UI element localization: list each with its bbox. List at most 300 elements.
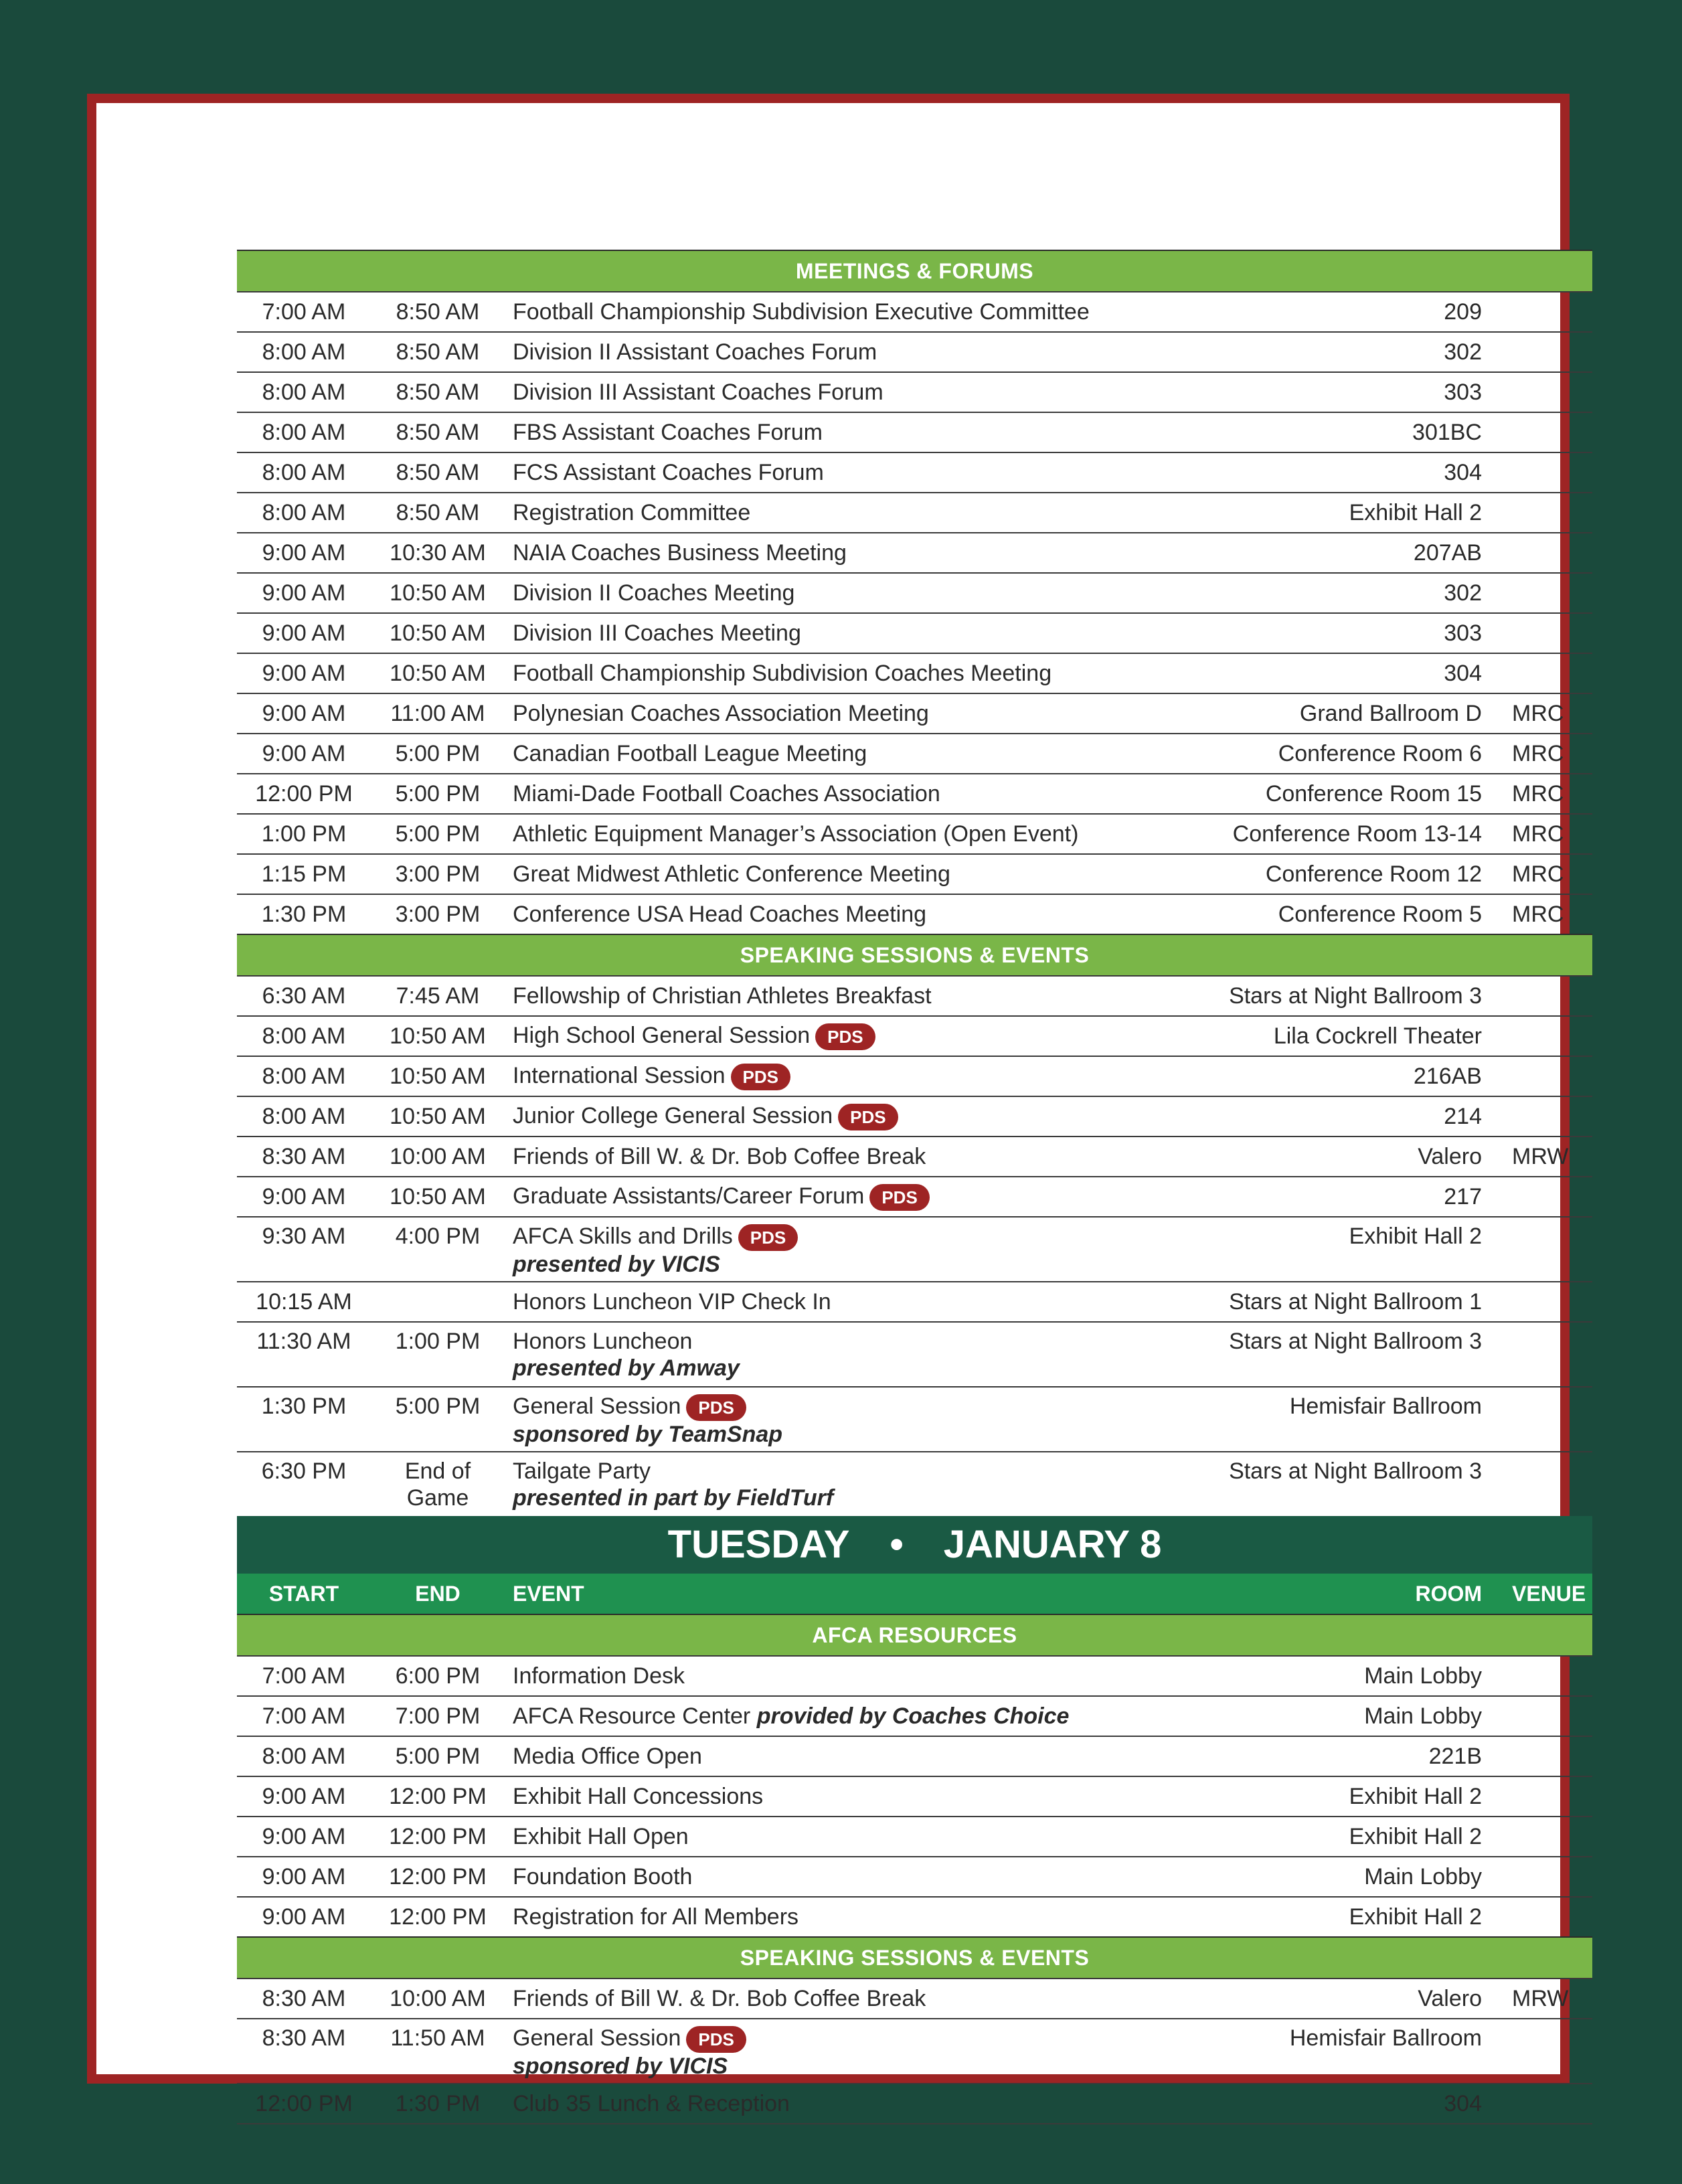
start-time: 9:00 AM [262,1864,346,1889]
end-time [371,379,505,406]
table-bottom-rule [237,2123,1592,2124]
event-cell [505,1985,1151,2012]
table-row [237,331,1592,371]
room: 301BC [1412,420,1482,445]
start-time: 9:00 AM [262,1784,346,1809]
table-row [237,572,1592,612]
event-cell [505,2090,1151,2117]
start-time: 9:00 AM [262,741,346,766]
event-name: International Session [513,1062,726,1088]
room: Hemisfair Ballroom [1289,2025,1482,2051]
event-sponsor: presented by VICIS [513,1252,720,1278]
end-time-text: 10:50 AM [390,580,486,606]
schedule-table [237,250,1592,2124]
end-time [371,539,505,566]
event-cell [505,339,1151,365]
start-time: 7:00 AM [262,1703,346,1729]
room: Main Lobby [1364,1663,1482,1689]
room: 214 [1444,1104,1482,1129]
event-cell [505,379,1151,406]
event-name: Graduate Assistants/Career Forum [513,1183,865,1209]
event-sponsor: sponsored by VICIS [513,2053,728,2080]
table-row [237,1655,1592,1695]
end-time-text: 5:00 PM [395,781,481,807]
table-row [237,1816,1592,1856]
end-time-text: 11:00 AM [390,701,485,726]
end-time-text: 3:00 PM [395,902,481,927]
event-name: Polynesian Coaches Association Meeting [513,701,929,726]
room: 302 [1444,339,1482,365]
end-time-text: 3:00 PM [395,861,481,887]
end-time-text: 7:45 AM [396,983,480,1009]
table-row [237,1776,1592,1816]
event-name: Junior College General Session [513,1102,833,1128]
room: 304 [1444,661,1482,686]
room: 216AB [1413,1064,1482,1089]
end-time-text: 8:50 AM [396,460,480,485]
room: 303 [1444,380,1482,405]
event-name: Registration for All Members [513,1904,799,1930]
end-time-text: 10:50 AM [390,1064,486,1089]
room: Valero [1418,1144,1482,1169]
end-time-text: 5:00 PM [395,1744,481,1769]
event-name: Friends of Bill W. & Dr. Bob Coffee Break [513,1986,926,2011]
pds-badge: PDS [686,2026,746,2053]
event-cell [505,299,1151,325]
start-time: 1:00 PM [261,821,347,847]
room: 303 [1444,620,1482,646]
start-time: 9:00 AM [262,1184,346,1209]
event-cell [505,580,1151,606]
header-end: END [415,1581,460,1606]
end-time [371,299,505,325]
start-time: 6:30 PM [261,1458,347,1484]
event-sponsor: presented in part by FieldTurf [513,1485,834,1511]
end-time-text: 10:00 AM [390,1144,486,1169]
event-cell [505,700,1151,727]
start-time: 9:00 AM [262,1824,346,1849]
table-row [237,1216,1592,1281]
table-row [237,1176,1592,1216]
end-time [371,620,505,647]
end-time-text: 10:50 AM [390,1184,486,1209]
header-event: EVENT [513,1581,584,1606]
start-time: 9:00 AM [262,661,346,686]
start-time: 9:00 AM [262,620,346,646]
end-time [371,1223,505,1250]
header-venue: VENUE [1512,1581,1586,1606]
room: Conference Room 6 [1278,741,1482,766]
event-sponsor: presented by Amway [513,1355,740,1381]
event-cell [505,620,1151,647]
end-time [371,1985,505,2012]
venue: MRC [1512,861,1564,887]
resources-rows [237,1655,1592,1936]
venue: MRC [1512,902,1564,927]
room: 221B [1428,1744,1482,1769]
table-row [237,773,1592,813]
end-time-text: 10:50 AM [390,620,486,646]
start-time: 8:30 AM [262,2025,346,2051]
event-name: Registration Committee [513,500,751,525]
speaking-rows-2 [237,1978,1592,2123]
end-time-text: 12:00 PM [389,1904,487,1930]
end-time-text: 5:00 PM [395,1394,481,1419]
end-time-text: 1:30 PM [395,2091,481,2116]
end-time [371,499,505,526]
room: Stars at Night Ballroom 1 [1229,1289,1482,1315]
column-header-row [237,1574,1592,1614]
room: Conference Room 13-14 [1232,821,1482,847]
start-time: 1:15 PM [261,861,347,887]
end-time [371,1863,505,1890]
event-name: Athletic Equipment Manager’s Association (Open Event) [513,821,1079,847]
room: Valero [1418,1986,1482,2011]
end-time [371,2090,505,2117]
end-time-text: 8:50 AM [396,500,480,525]
end-time-text: 7:00 PM [395,1703,481,1729]
start-time: 9:00 AM [262,580,346,606]
end-time [371,1783,505,1810]
room: 209 [1444,299,1482,325]
start-time: 8:00 AM [262,1104,346,1129]
end-time [371,1823,505,1850]
event-name: Honors Luncheon VIP Check In [513,1289,831,1315]
start-time: 8:00 AM [262,500,346,525]
room: Conference Room 15 [1265,781,1482,807]
start-time: 9:30 AM [262,1224,346,1249]
venue: MRC [1512,781,1564,807]
event-name: Great Midwest Athletic Conference Meeting [513,861,950,887]
event-cell [505,983,1151,1009]
venue: MRC [1512,821,1564,847]
table-row [237,1321,1592,1386]
event-cell [505,1743,1151,1770]
start-time: 8:00 AM [262,380,346,405]
start-time: 9:00 AM [262,1904,346,1930]
end-time [371,1393,505,1420]
event-name: Division II Coaches Meeting [513,580,795,606]
table-row [237,1281,1592,1321]
event-cell [505,1904,1151,1930]
event-cell [505,499,1151,526]
event-name: FBS Assistant Coaches Forum [513,420,823,445]
end-time-text: 12:00 PM [389,1864,487,1889]
end-time-text: 12:00 PM [389,1824,487,1849]
end-time [371,861,505,888]
table-row [237,813,1592,853]
end-time [371,1143,505,1170]
start-time: 10:15 AM [256,1289,352,1315]
event-name: Division III Coaches Meeting [513,620,801,646]
end-time [371,740,505,767]
end-time-text: End of [404,1458,471,1484]
room: Exhibit Hall 2 [1349,1224,1482,1249]
event-name: Conference USA Head Coaches Meeting [513,902,927,927]
table-row [237,492,1592,532]
start-time: 8:30 AM [262,1144,346,1169]
event-cell [505,419,1151,446]
start-time: 1:30 PM [261,902,347,927]
section-meetings-forums: MEETINGS & FORUMS [237,250,1592,291]
end-time [371,1458,505,1511]
end-time [371,459,505,486]
room: Exhibit Hall 2 [1349,1824,1482,1849]
day-date: JANUARY 8 [943,1523,1162,1566]
room: Main Lobby [1364,1864,1482,1889]
end-time-text: 10:50 AM [390,1023,486,1049]
end-time-text: 5:00 PM [395,821,481,847]
event-cell [505,1022,1151,1050]
event-cell [505,821,1151,847]
end-time-text: 11:50 AM [390,2025,485,2051]
pds-badge: PDS [815,1023,875,1050]
event-cell [505,1143,1151,1170]
event-cell [505,901,1151,928]
end-time [371,580,505,606]
event-name: Division II Assistant Coaches Forum [513,339,877,365]
room: Conference Room 5 [1278,902,1482,927]
start-time: 9:00 AM [262,540,346,566]
room: 304 [1444,460,1482,485]
start-time: 8:00 AM [262,1023,346,1049]
event-name: Club 35 Lunch & Reception [513,2091,790,2116]
event-name: Exhibit Hall Open [513,1824,689,1849]
table-row [237,1386,1592,1451]
event-cell [505,459,1151,486]
start-time: 8:00 AM [262,420,346,445]
event-cell [505,1458,1151,1511]
page-frame [87,94,1586,2116]
end-time-text: 5:00 PM [395,741,481,766]
event-cell [505,2025,1151,2080]
end-time [371,1663,505,1689]
event-cell [505,1863,1151,1890]
section-speaking-events: SPEAKING SESSIONS & EVENTS [237,934,1592,975]
end-time [371,1103,505,1130]
table-row [237,1695,1592,1736]
end-time-text: 12:00 PM [389,1784,487,1809]
table-row [237,2018,1592,2083]
end-time-text: 10:00 AM [390,1986,486,2011]
event-name: Canadian Football League Meeting [513,741,867,766]
day-banner [237,1516,1592,1574]
end-time [371,1328,505,1355]
table-row [237,1015,1592,1056]
event-cell [505,660,1151,687]
event-sponsor: provided by Coaches Choice [756,1703,1070,1729]
end-time [371,780,505,807]
room: Stars at Night Ballroom 3 [1229,1329,1482,1354]
room: Stars at Night Ballroom 3 [1229,1458,1482,1484]
room: 207AB [1413,540,1482,566]
start-time: 8:00 AM [262,1744,346,1769]
event-name: General Session [513,1394,681,1419]
end-time-text: 6:00 PM [395,1663,481,1689]
end-time [371,1183,505,1210]
table-row [237,1896,1592,1936]
event-cell [505,1663,1151,1689]
end-time-text: 8:50 AM [396,380,480,405]
header-room: ROOM [1415,1581,1482,1606]
end-time [371,660,505,687]
event-sponsor: sponsored by TeamSnap [513,1422,783,1448]
event-name: Information Desk [513,1663,685,1689]
event-cell [505,1703,1151,1730]
end-time-text: 4:00 PM [395,1224,481,1249]
room: 304 [1444,2091,1482,2116]
event-name: Foundation Booth [513,1864,693,1889]
event-name: General Session [513,2025,681,2051]
table-row [237,371,1592,412]
table-row [237,1056,1592,1096]
speaking-rows [237,975,1592,1516]
event-cell [505,1062,1151,1090]
room: Stars at Night Ballroom 3 [1229,983,1482,1009]
start-time: 8:30 AM [262,1986,346,2011]
venue: MRC [1512,741,1564,766]
room: Grand Ballroom D [1299,701,1482,726]
venue: MRW [1512,1144,1569,1169]
meetings-rows [237,291,1592,934]
event-name: AFCA Resource Center [513,1703,751,1729]
end-time [371,1703,505,1730]
table-row [237,1451,1592,1516]
end-time [371,700,505,727]
room: 217 [1444,1184,1482,1209]
pds-badge: PDS [869,1184,929,1211]
end-time-text: 10:50 AM [390,1104,486,1129]
section-afca-resources: AFCA RESOURCES [237,1614,1592,1655]
start-time: 8:00 AM [262,1064,346,1089]
start-time: 7:00 AM [262,1663,346,1689]
day-weekday: TUESDAY [667,1523,850,1566]
table-row [237,975,1592,1015]
event-name: Tailgate Party [513,1458,651,1484]
day-bullet: • [890,1523,904,1566]
room: Exhibit Hall 2 [1349,1784,1482,1809]
venue: MRW [1512,1986,1569,2011]
event-name: Exhibit Hall Concessions [513,1784,764,1809]
end-time [371,901,505,928]
room: Exhibit Hall 2 [1349,500,1482,525]
table-row [237,2083,1592,2123]
event-cell [505,1823,1151,1850]
end-time [371,1063,505,1090]
event-cell [505,1783,1151,1810]
table-row [237,412,1592,452]
table-row [237,853,1592,894]
end-time [371,339,505,365]
event-cell [505,740,1151,767]
event-cell [505,1328,1151,1381]
table-row [237,612,1592,653]
start-time: 12:00 PM [255,2091,353,2116]
schedule-page [96,103,1586,2116]
room: Main Lobby [1364,1703,1482,1729]
table-row [237,894,1592,934]
event-name: Miami-Dade Football Coaches Association [513,781,940,807]
end-time [371,1743,505,1770]
event-name: Media Office Open [513,1744,702,1769]
table-row [237,1736,1592,1776]
event-name: Fellowship of Christian Athletes Breakfast [513,983,932,1009]
event-name: Division III Assistant Coaches Forum [513,380,884,405]
end-time-text: 8:50 AM [396,299,480,325]
event-name: Friends of Bill W. & Dr. Bob Coffee Break [513,1144,926,1169]
table-row [237,1136,1592,1176]
event-cell [505,861,1151,888]
start-time: 1:30 PM [261,1394,347,1419]
event-name: AFCA Skills and Drills [513,1224,733,1249]
event-cell [505,780,1151,807]
table-row [237,653,1592,693]
event-cell [505,1102,1151,1130]
start-time: 8:00 AM [262,460,346,485]
room: 302 [1444,580,1482,606]
header-start: START [268,1581,339,1606]
end-time-text: 10:50 AM [390,661,486,686]
event-name: Football Championship Subdivision Executive Committee [513,299,1090,325]
end-time-text: 10:30 AM [390,540,486,566]
end-time-text: 8:50 AM [396,339,480,365]
start-time: 6:30 AM [262,983,346,1009]
end-time [371,419,505,446]
end-time [371,821,505,847]
event-cell [505,1393,1151,1448]
section-speaking-events-2: SPEAKING SESSIONS & EVENTS [237,1936,1592,1978]
start-time: 8:00 AM [262,339,346,365]
start-time: 7:00 AM [262,299,346,325]
room: Conference Room 12 [1265,861,1482,887]
end-time-text: 8:50 AM [396,420,480,445]
start-time: 9:00 AM [262,701,346,726]
event-cell [505,1183,1151,1211]
end-time-text-2: Game [406,1485,469,1511]
pds-badge: PDS [838,1104,898,1130]
table-row [237,1978,1592,2018]
room: Lila Cockrell Theater [1273,1023,1482,1049]
event-name: Honors Luncheon [513,1329,693,1354]
table-row [237,1856,1592,1896]
event-cell [505,1223,1151,1278]
end-time [371,1904,505,1930]
event-cell [505,539,1151,566]
end-time [371,2025,505,2051]
pds-badge: PDS [731,1064,790,1090]
start-time: 11:30 AM [256,1329,351,1354]
table-row [237,693,1592,733]
event-name: Football Championship Subdivision Coaches Meeting [513,661,1052,686]
room: Exhibit Hall 2 [1349,1904,1482,1930]
end-time-text: 1:00 PM [395,1329,481,1354]
table-row [237,532,1592,572]
event-name: High School General Session [513,1022,811,1048]
end-time [371,983,505,1009]
table-row [237,1096,1592,1136]
pds-badge: PDS [738,1224,798,1251]
start-time: 12:00 PM [255,781,353,807]
table-row [237,452,1592,492]
room: Hemisfair Ballroom [1289,1394,1482,1419]
venue: MRC [1512,701,1564,726]
table-row [237,733,1592,773]
end-time [371,1023,505,1049]
event-name: FCS Assistant Coaches Forum [513,460,824,485]
table-row [237,291,1592,331]
event-name: NAIA Coaches Business Meeting [513,540,847,566]
event-cell [505,1288,1151,1315]
